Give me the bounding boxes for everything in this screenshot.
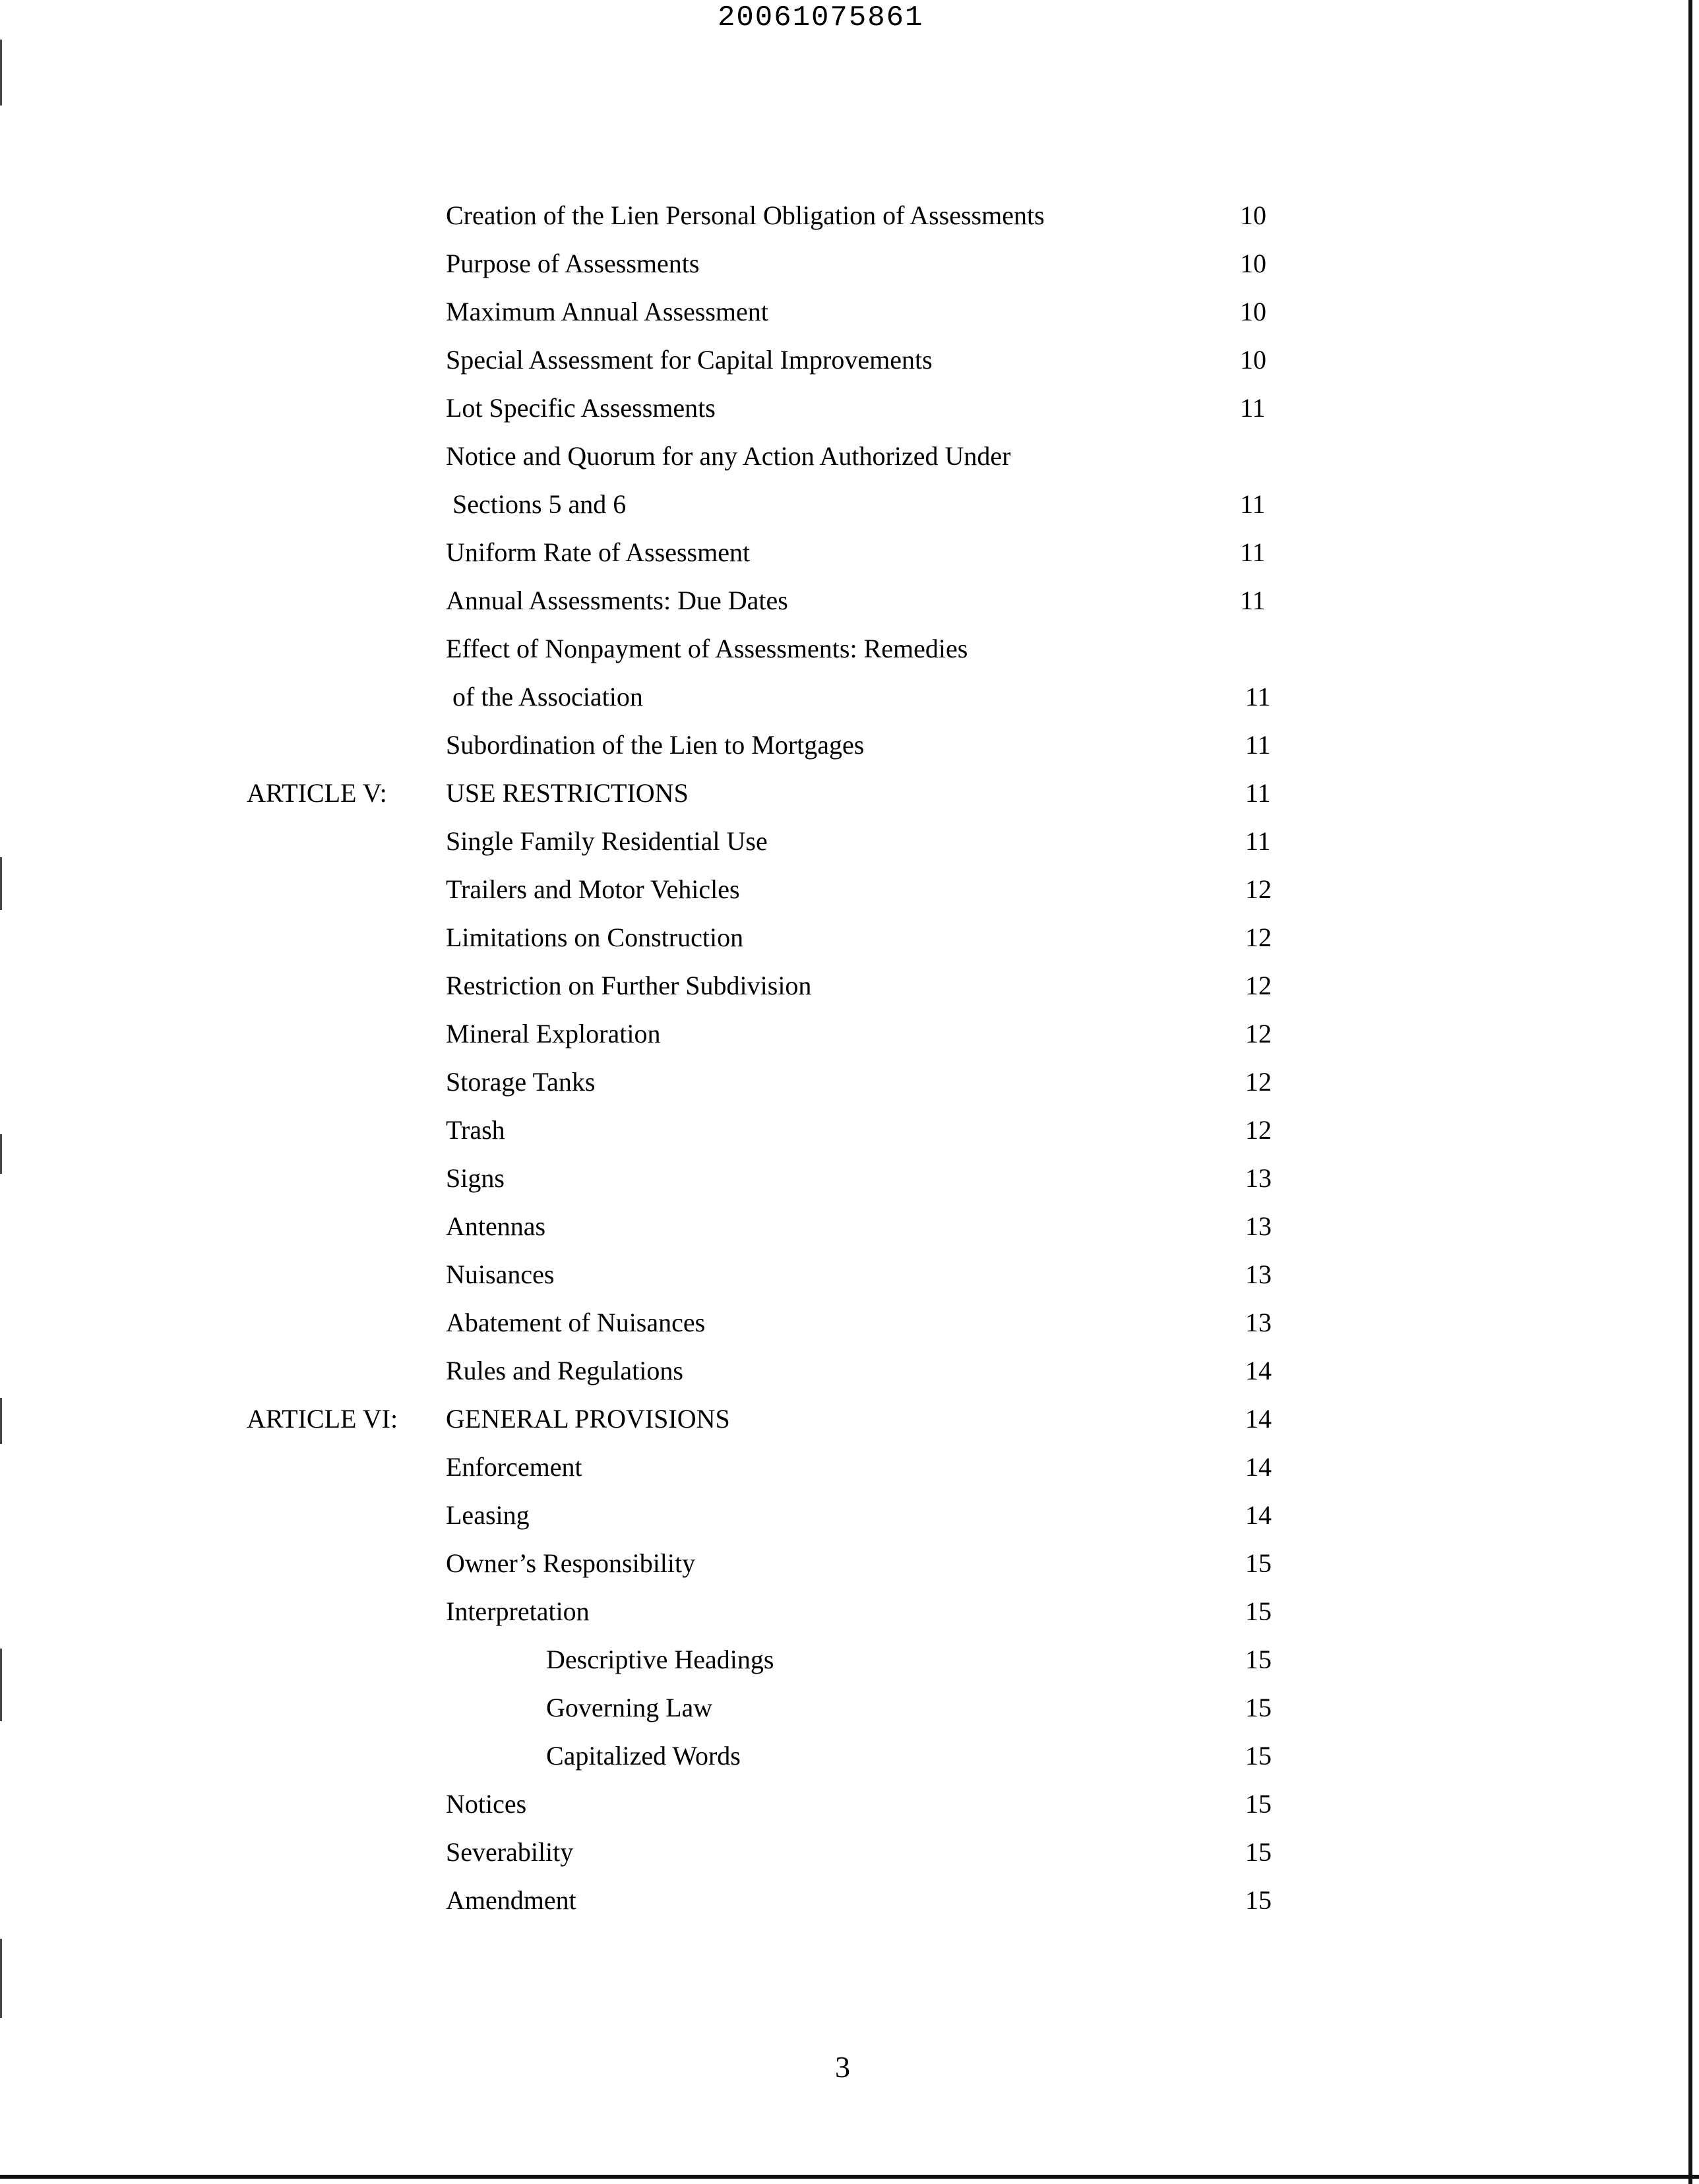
scan-edge-mark <box>0 1939 2 2018</box>
toc-entry-title: GENERAL PROVISIONS <box>446 1404 730 1434</box>
toc-article-label: ARTICLE VI: <box>247 1404 398 1434</box>
scan-edge-mark <box>0 40 2 106</box>
scan-edge-mark <box>0 1398 2 1444</box>
toc-page-ref: 10 <box>1240 249 1266 278</box>
toc-entry-title: Severability <box>446 1837 574 1867</box>
page-number: 3 <box>835 2050 850 2084</box>
toc-page-ref: 15 <box>1245 1885 1272 1915</box>
toc-entry-title: Creation of the Lien Personal Obligation of Assessments <box>446 200 1045 230</box>
scan-border-right <box>1688 0 1692 2184</box>
toc-page-ref: 12 <box>1245 971 1272 1000</box>
toc-page-ref: 12 <box>1245 1067 1272 1097</box>
toc-entry-title: Effect of Nonpayment of Assessments: Remedies <box>446 634 968 663</box>
toc-page-ref: 12 <box>1245 1115 1272 1145</box>
toc-entry-title: Single Family Residential Use <box>446 826 768 856</box>
scan-edge-mark <box>0 1649 2 1721</box>
toc-page-ref: 15 <box>1245 1548 1272 1578</box>
toc-article-label: ARTICLE V: <box>247 778 387 808</box>
toc-entry-title: Amendment <box>446 1885 576 1915</box>
toc-page-ref: 14 <box>1245 1404 1272 1434</box>
toc-entry-title: Annual Assessments: Due Dates <box>446 586 788 615</box>
toc-page-ref: 11 <box>1245 826 1271 856</box>
toc-entry-title: Sections 5 and 6 <box>452 489 627 519</box>
toc-page-ref: 12 <box>1245 923 1272 952</box>
scan-border-bottom <box>0 2175 1699 2179</box>
toc-entry-title: Leasing <box>446 1500 530 1530</box>
toc-entry-title: Maximum Annual Assessment <box>446 297 768 326</box>
scan-edge-mark <box>0 1134 2 1174</box>
toc-entry-title: Trailers and Motor Vehicles <box>446 874 740 904</box>
toc-page-ref: 14 <box>1245 1356 1272 1385</box>
toc-entry-title: Lot Specific Assessments <box>446 393 716 423</box>
toc-page-ref: 11 <box>1240 393 1266 423</box>
document-number: 20061075861 <box>718 1 924 34</box>
toc-entry-title: of the Association <box>452 682 643 712</box>
toc-page-ref: 11 <box>1240 586 1266 615</box>
toc-page-ref: 10 <box>1240 297 1266 326</box>
toc-entry-title: Antennas <box>446 1211 546 1241</box>
toc-entry-title: Owner’s Responsibility <box>446 1548 696 1578</box>
toc-page-ref: 15 <box>1245 1837 1272 1867</box>
toc-entry-title: Subordination of the Lien to Mortgages <box>446 730 865 760</box>
toc-page-ref: 12 <box>1245 1019 1272 1048</box>
toc-entry-title: Interpretation <box>446 1596 590 1626</box>
toc-page-ref: 11 <box>1240 489 1266 519</box>
toc-page-ref: 11 <box>1240 537 1266 567</box>
toc-page-ref: 14 <box>1245 1452 1272 1482</box>
toc-page-ref: 11 <box>1245 778 1271 808</box>
toc-page-ref: 11 <box>1245 682 1271 712</box>
toc-entry-title: Trash <box>446 1115 505 1145</box>
toc-entry-title: Descriptive Headings <box>546 1645 774 1674</box>
toc-page-ref: 13 <box>1245 1211 1272 1241</box>
toc-entry-title: Notices <box>446 1789 527 1819</box>
toc-page-ref: 12 <box>1245 874 1272 904</box>
toc-entry-title: Uniform Rate of Assessment <box>446 537 751 567</box>
toc-page-ref: 14 <box>1245 1500 1272 1530</box>
toc-entry-title: Governing Law <box>546 1693 713 1722</box>
toc-entry-title: Capitalized Words <box>546 1741 741 1771</box>
toc-entry-title: Restriction on Further Subdivision <box>446 971 812 1000</box>
toc-page-ref: 10 <box>1240 345 1266 375</box>
toc-page-ref: 13 <box>1245 1308 1272 1337</box>
toc-entry-title: Special Assessment for Capital Improvements <box>446 345 933 375</box>
toc-page-ref: 13 <box>1245 1163 1272 1193</box>
toc-page-ref: 11 <box>1245 730 1271 760</box>
scan-edge-mark <box>0 857 2 910</box>
toc-entry-title: Signs <box>446 1163 505 1193</box>
toc-entry-title: Enforcement <box>446 1452 582 1482</box>
toc-page-ref: 15 <box>1245 1789 1272 1819</box>
toc-page-ref: 15 <box>1245 1596 1272 1626</box>
toc-entry-title: Purpose of Assessments <box>446 249 700 278</box>
toc-entry-title: Notice and Quorum for any Action Authorized Under <box>446 441 1011 471</box>
toc-entry-title: Storage Tanks <box>446 1067 596 1097</box>
toc-entry-title: Abatement of Nuisances <box>446 1308 706 1337</box>
toc-entry-title: Nuisances <box>446 1259 555 1289</box>
toc-page-ref: 13 <box>1245 1259 1272 1289</box>
toc-page-ref: 10 <box>1240 200 1266 230</box>
toc-entry-title: Limitations on Construction <box>446 923 744 952</box>
toc-page-ref: 15 <box>1245 1645 1272 1674</box>
toc-entry-title: USE RESTRICTIONS <box>446 778 689 808</box>
toc-entry-title: Rules and Regulations <box>446 1356 683 1385</box>
toc-page-ref: 15 <box>1245 1693 1272 1722</box>
toc-page-ref: 15 <box>1245 1741 1272 1771</box>
toc-entry-title: Mineral Exploration <box>446 1019 661 1048</box>
